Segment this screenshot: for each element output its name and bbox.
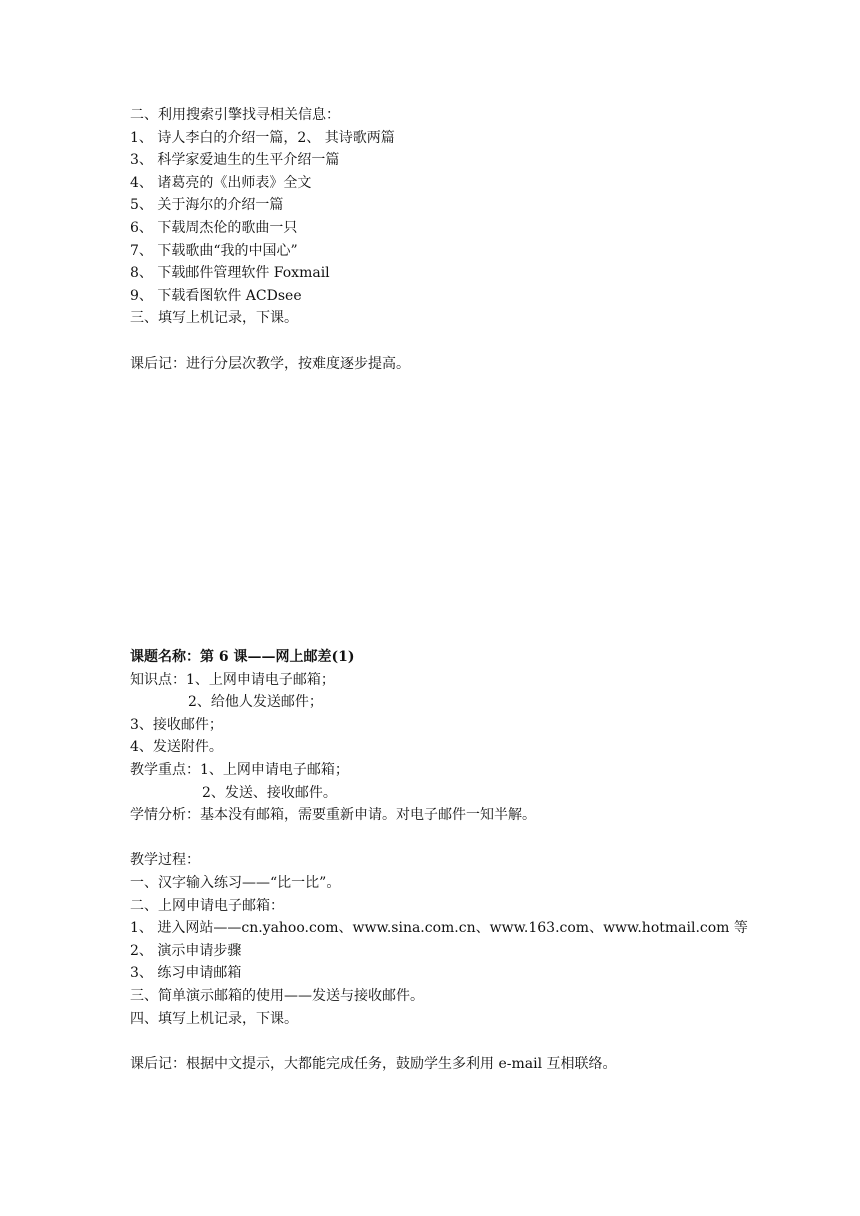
blank-line <box>130 1030 830 1053</box>
process-step: 二、上网申请电子邮箱： <box>130 897 284 914</box>
list-item: 6、 下载周杰伦的歌曲一只 <box>130 219 298 236</box>
list-item: 3、 科学家爱迪生的生平介绍一篇 <box>130 152 340 169</box>
list-item: 1、 诗人李白的介绍一篇，2、 其诗歌两篇 <box>130 129 395 146</box>
knowledge-point: 3、接收邮件； <box>130 716 223 733</box>
list-item: 7、 下载歌曲“我的中国心” <box>130 242 298 259</box>
list-item: 8、 下载邮件管理软件 Foxmail <box>130 265 330 282</box>
list-item: 4、 诸葛亮的《出师表》全文 <box>130 174 312 191</box>
process-step: 1、 进入网站——cn.yahoo.com、www.sina.com.cn、www.163.com、www.hotmail.com 等 <box>130 920 748 937</box>
knowledge-point: 4、发送附件。 <box>130 739 223 756</box>
list-item: 5、 关于海尔的介绍一篇 <box>130 197 284 214</box>
afterword: 课后记：进行分层次教学，按难度逐步提高。 <box>130 355 410 372</box>
process-step: 一、汉字输入练习——“比一比”。 <box>130 874 341 891</box>
list-item: 9、 下载看图软件 ACDsee <box>130 287 302 304</box>
teaching-focus: 2、发送、接收邮件。 <box>202 784 337 801</box>
afterword: 课后记：根据中文提示，大都能完成任务，鼓励学生多利用 e-mail 互相联络。 <box>130 1055 617 1072</box>
process-step: 四、填写上机记录，下课。 <box>130 1010 298 1027</box>
lesson-title: 课题名称：第 6 课——网上邮差(1) <box>130 649 355 665</box>
section-heading: 二、利用搜索引擎找寻相关信息： <box>130 107 340 123</box>
process-step: 2、 演示申请步骤 <box>130 942 242 959</box>
process-heading: 教学过程： <box>130 852 200 869</box>
learning-analysis: 学情分析：基本没有邮箱，需要重新申请。对电子邮件一知半解。 <box>130 807 536 824</box>
section-heading: 三、填写上机记录，下课。 <box>130 310 298 327</box>
teaching-focus: 教学重点：1、上网申请电子邮箱； <box>130 761 349 778</box>
knowledge-point: 2、给他人发送邮件； <box>188 694 323 711</box>
lesson-plan-section <box>130 646 830 1075</box>
process-step: 3、 练习申请邮箱 <box>130 965 242 982</box>
blank-line <box>130 330 830 353</box>
blank-line <box>130 827 830 850</box>
process-step: 三、简单演示邮箱的使用——发送与接收邮件。 <box>130 987 424 1004</box>
lesson-activity-section <box>130 104 830 375</box>
knowledge-point: 知识点：1、上网申请电子邮箱； <box>130 671 335 688</box>
